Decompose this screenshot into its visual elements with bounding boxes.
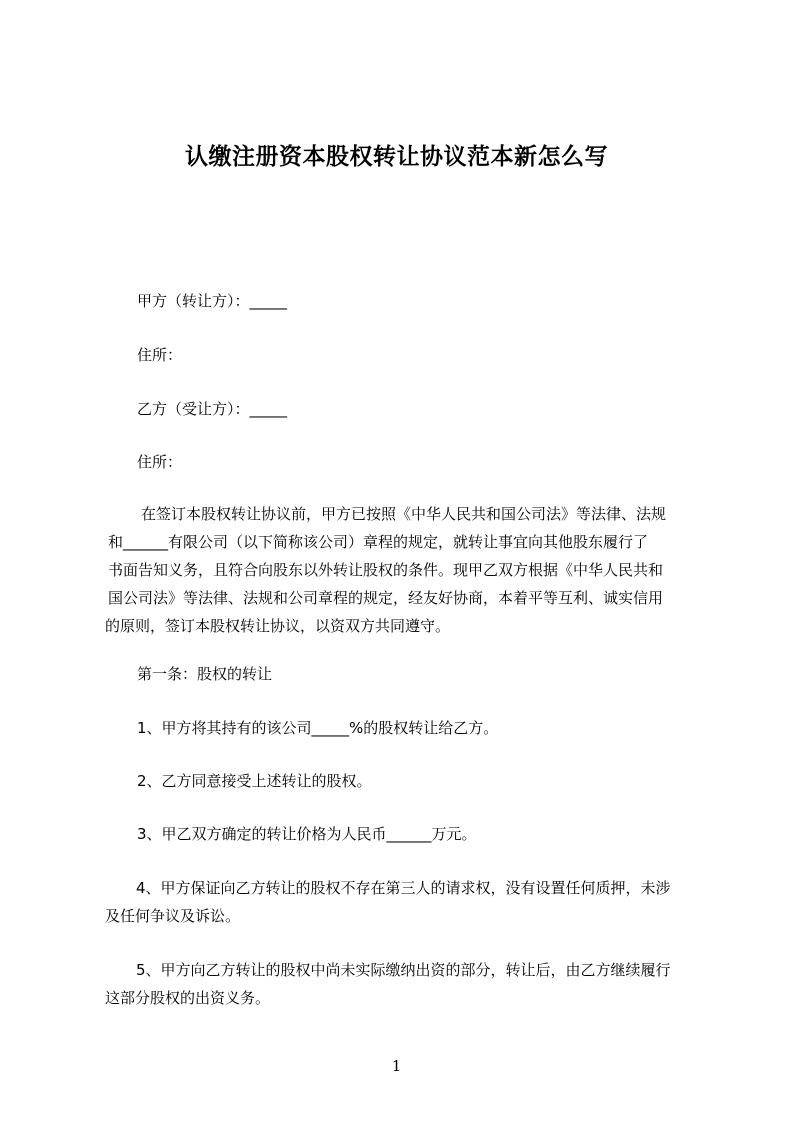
preamble-line: 书面告知义务，且符合向股东以外转让股权的条件。现甲乙双方根据《中华人民共和 xyxy=(108,561,664,579)
clause-4-line: 及任何争议及诉讼。 xyxy=(105,907,241,925)
clause-4 xyxy=(105,874,705,930)
party-a-line: 甲方（转让方）：_____ xyxy=(137,292,288,310)
clause-4-line: 4、甲方保证向乙方转让的股权不存在第三人的请求权，没有设置任何质押，未涉 xyxy=(136,879,671,897)
preamble-line: 的原则，签订本股权转让协议，以资双方共同遵守。 xyxy=(105,617,451,635)
party-b-line: 乙方（受让方）：_____ xyxy=(137,400,288,418)
page-number: 1 xyxy=(391,1057,402,1075)
party-a-address: 住所： xyxy=(137,346,183,364)
clause-1: 1、甲方将其持有的该公司_____%的股权转让给乙方。 xyxy=(137,719,499,737)
preamble-line: 和______有限公司（以下简称该公司）章程的规定，就转让事宜向其他股东履行了 xyxy=(108,533,649,551)
article-1-heading: 第一条：股权的转让 xyxy=(137,665,273,683)
clause-5-line: 5、甲方向乙方转让的股权中尚未实际缴纳出资的部分，转让后，由乙方继续履行 xyxy=(136,961,671,979)
clause-5 xyxy=(105,956,705,1012)
document-title: 认缴注册资本股权转让协议范本新怎么写 xyxy=(185,144,608,170)
preamble-line: 在签订本股权转让协议前，甲方已按照《中华人民共和国公司法》等法律、法规 xyxy=(141,505,667,523)
preamble-paragraph xyxy=(105,500,705,640)
preamble-line: 国公司法》等法律、法规和公司章程的规定，经友好协商，本着平等互利、诚实信用 xyxy=(108,589,664,607)
clause-5-line: 这部分股权的出资义务。 xyxy=(105,989,271,1007)
party-b-address: 住所： xyxy=(137,453,183,471)
clause-2: 2、乙方同意接受上述转让的股权。 xyxy=(137,772,372,790)
clause-3: 3、甲乙双方确定的转让价格为人民币______万元。 xyxy=(137,825,477,843)
